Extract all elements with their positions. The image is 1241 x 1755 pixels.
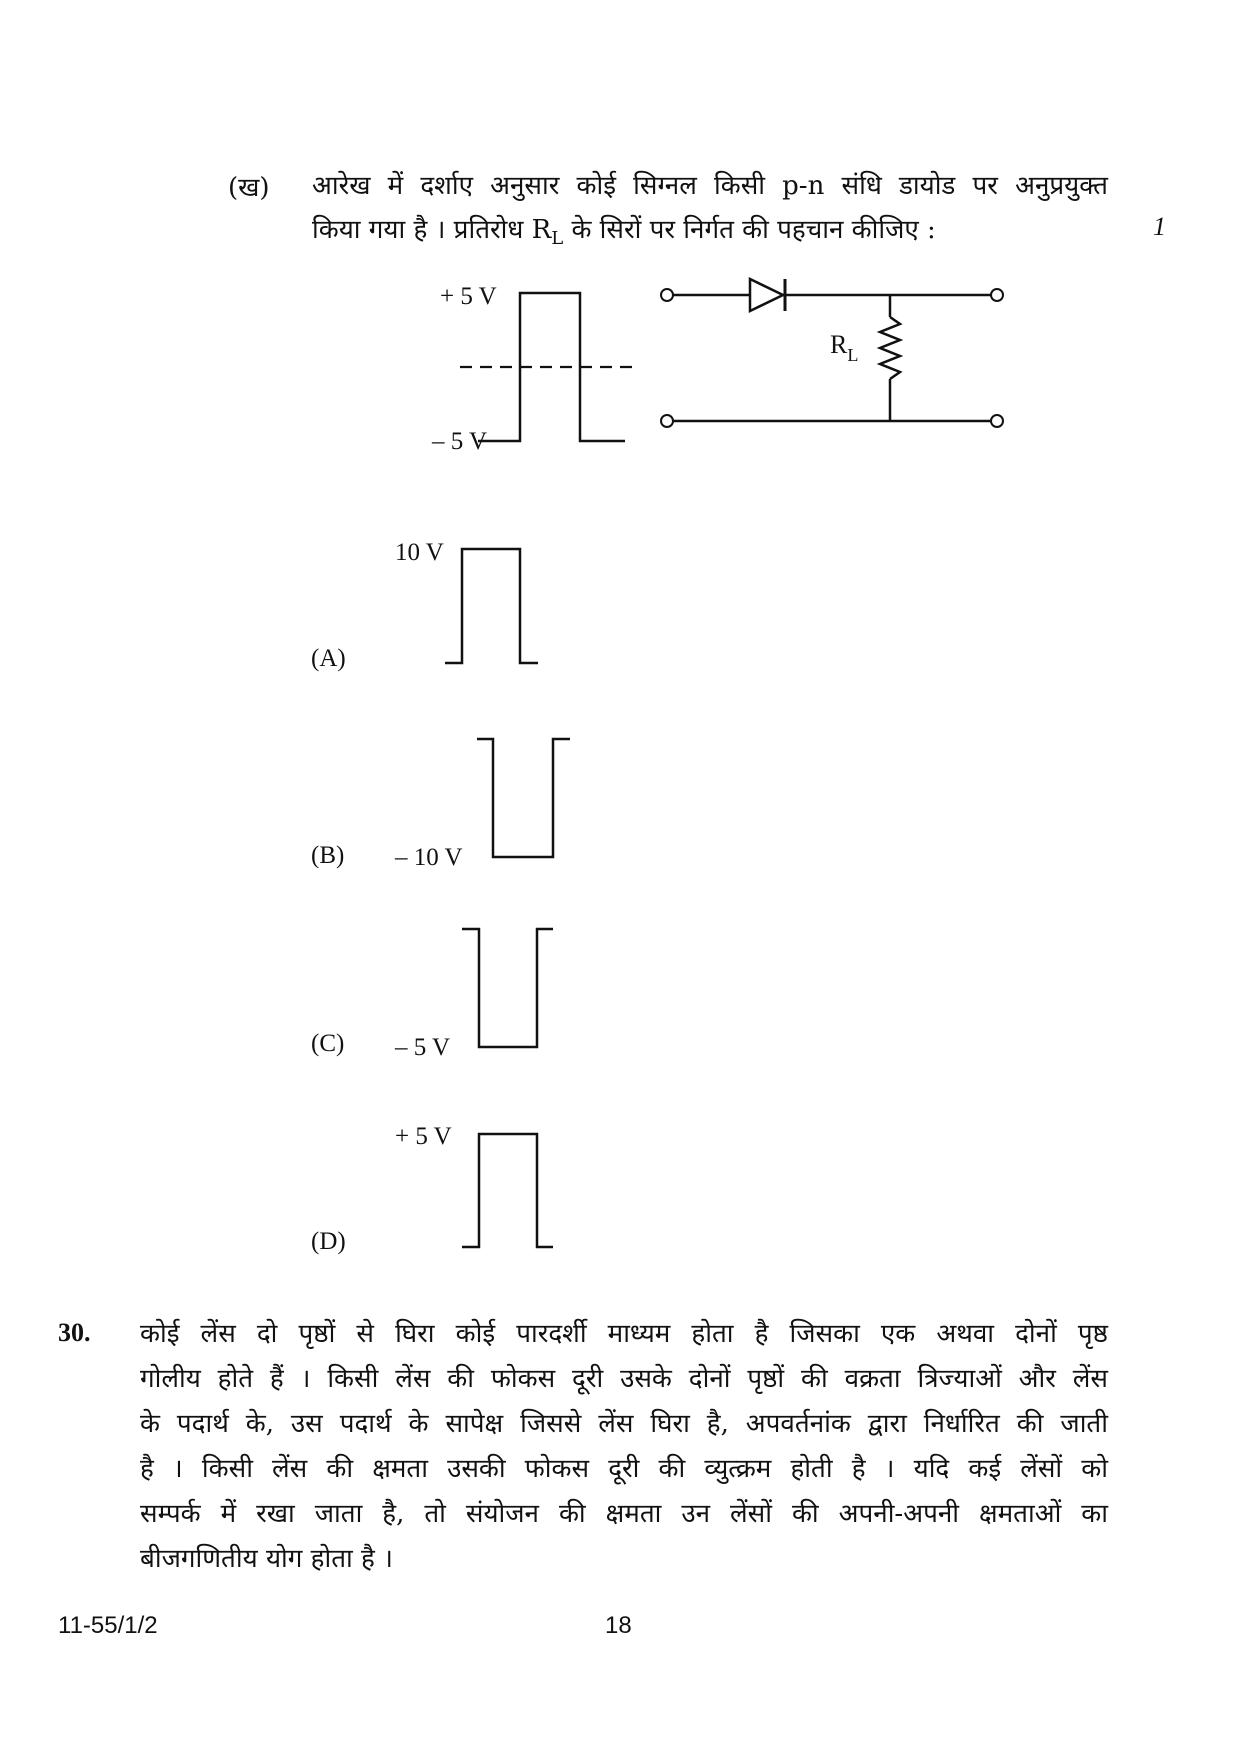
terminal-bottom-left — [661, 415, 673, 427]
paper-code: 11-55/1/2 — [58, 1612, 158, 1639]
resistor-label: $R_L$ — [830, 330, 859, 365]
option-b-value: – 10 V — [395, 844, 463, 871]
option-a-label: (A) — [311, 645, 346, 672]
q30-line-4: है । किसी लेंस की क्षमता उसकी फोकस दूरी की व्युत्क्रम होती है । यदि कई लेंसों को — [140, 1454, 1108, 1484]
input-high-label: + 5 V — [440, 283, 497, 310]
option-d-waveform — [390, 1118, 570, 1258]
q30-paragraph — [140, 1312, 1108, 1582]
terminal-top-left — [661, 289, 673, 301]
part-b-question — [312, 164, 1108, 208]
marks: 1 — [1153, 212, 1166, 241]
input-signal-waveform — [430, 275, 650, 465]
terminal-bottom-right — [991, 415, 1003, 427]
q30-number: 30. — [58, 1318, 91, 1347]
option-c-label: (C) — [311, 1030, 345, 1057]
option-b-label: (B) — [311, 842, 345, 869]
part-b-line-2-sub: L — [551, 228, 564, 249]
option-c-value: – 5 V — [395, 1034, 451, 1061]
option-a-pulse — [445, 549, 538, 663]
q30-line-5: सम्पर्क में रखा जाता है, तो संयोजन की क्षमता उन लेंसों की अपनी-अपनी क्षमताओं का — [140, 1499, 1108, 1529]
q30-line-2: गोलीय होते हैं । किसी लेंस की फोकस दूरी उसके दोनों पृष्ठों की वक्रता त्रिज्याओं और लेंस — [140, 1364, 1108, 1394]
terminal-top-right — [991, 289, 1003, 301]
option-b-pulse — [477, 739, 570, 857]
option-c-pulse — [462, 929, 553, 1047]
q30-line-3: के पदार्थ के, उस पदार्थ के सापेक्ष जिससे लेंस घिरा है, अपवर्तनांक द्वारा निर्धारित की जाती — [140, 1409, 1108, 1439]
part-b-marker: (ख) — [228, 173, 270, 203]
q30-line-1: कोई लेंस दो पृष्ठों से घिरा कोई पारदर्शी माध्यम होता है जिसका एक अथवा दोनों पृष्ठ — [140, 1319, 1108, 1349]
option-c-waveform — [390, 925, 570, 1065]
diode-icon — [750, 279, 783, 311]
option-d-value: + 5 V — [395, 1123, 452, 1150]
resistor-icon — [880, 317, 900, 379]
part-b-line-2-before: किया गया है । प्रतिरोध R — [312, 215, 552, 245]
diode-circuit — [655, 275, 1015, 435]
page-number: 18 — [605, 1612, 632, 1639]
part-b-line-2 — [312, 210, 936, 249]
input-low-label: – 5 V — [432, 428, 488, 455]
part-b-line-2-after: के सिरों पर निर्गत की पहचान कीजिए : — [563, 215, 936, 245]
option-d-pulse — [462, 1134, 553, 1247]
option-a-value: 10 V — [395, 539, 444, 566]
q30-line-6: बीजगणितीय योग होता है । — [140, 1544, 393, 1574]
option-d-label: (D) — [311, 1228, 346, 1255]
option-a-waveform — [390, 535, 550, 675]
option-b-waveform — [390, 735, 590, 875]
resistor-label-sub: L — [847, 345, 859, 365]
part-b-line-1: आरेख में दर्शाए अनुसार कोई सिग्नल किसी p-n संधि डायोड पर अनुप्रयुक्त — [312, 171, 1108, 201]
